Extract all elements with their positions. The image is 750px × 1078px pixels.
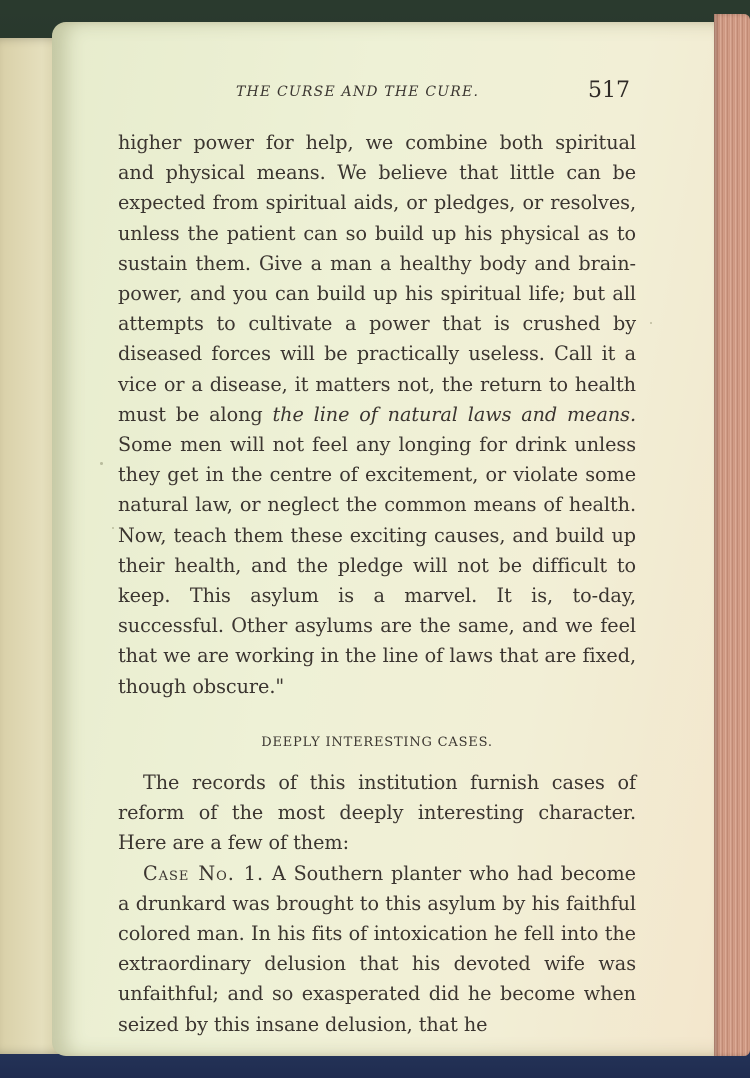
paragraph-case-1: [118, 859, 636, 1040]
running-title: THE CURSE AND THE CURE.: [236, 84, 480, 100]
case-label: Case No. 1.: [142, 861, 265, 885]
italic-emphasis: the line of natural laws and means.: [272, 402, 636, 426]
paragraph-intro: The records of this institution furnish cases of reform of the most deeply interesting character. Here are a few of them:: [118, 771, 636, 855]
page-content: [118, 78, 636, 1040]
paragraph-1-text-a: higher power for help, we combine both spiritual and physical means. We believe that little can be expected from spiritual aids, or pledges, or resolves, unless the patient can so build up his physical as to sustain them. Give a man a healthy body and brain-power, and you can build up his spiritual life; but all attempts to cultivate a power that is crushed by diseased forces will be practically useless. Call it a vice or a disease, it matters not, the return to health must be along: [118, 131, 636, 426]
running-head: [118, 78, 636, 114]
case-1-text: A Southern planter who had become a drunkard was brought to this asylum by his faithful colored man. In his fits of intoxication he fell into the extraordinary delusion that his devoted wife was unfaithful; and so exasperated did he become when seized by this insane delusion, that he: [118, 861, 636, 1036]
section-heading: DEEPLY INTERESTING CASES.: [261, 734, 493, 750]
page-block-edges: [714, 14, 750, 1056]
paragraph-1-text-b: Some men will not feel any longing for drink unless they get in the centre of excitement, or violate some natural law, or neglect the common means of health. Now, teach them these exciting causes, and build up their health, and the pledge will not be difficult to keep. This asylum is a marvel. It is, to-day, successful. Other asylums are the same, and we feel that we are working in the line of laws that are fixed, though obscure.": [118, 433, 636, 698]
paragraph-continuation: [118, 128, 636, 702]
page-number: 517: [588, 78, 630, 103]
body-text: [118, 128, 636, 1040]
